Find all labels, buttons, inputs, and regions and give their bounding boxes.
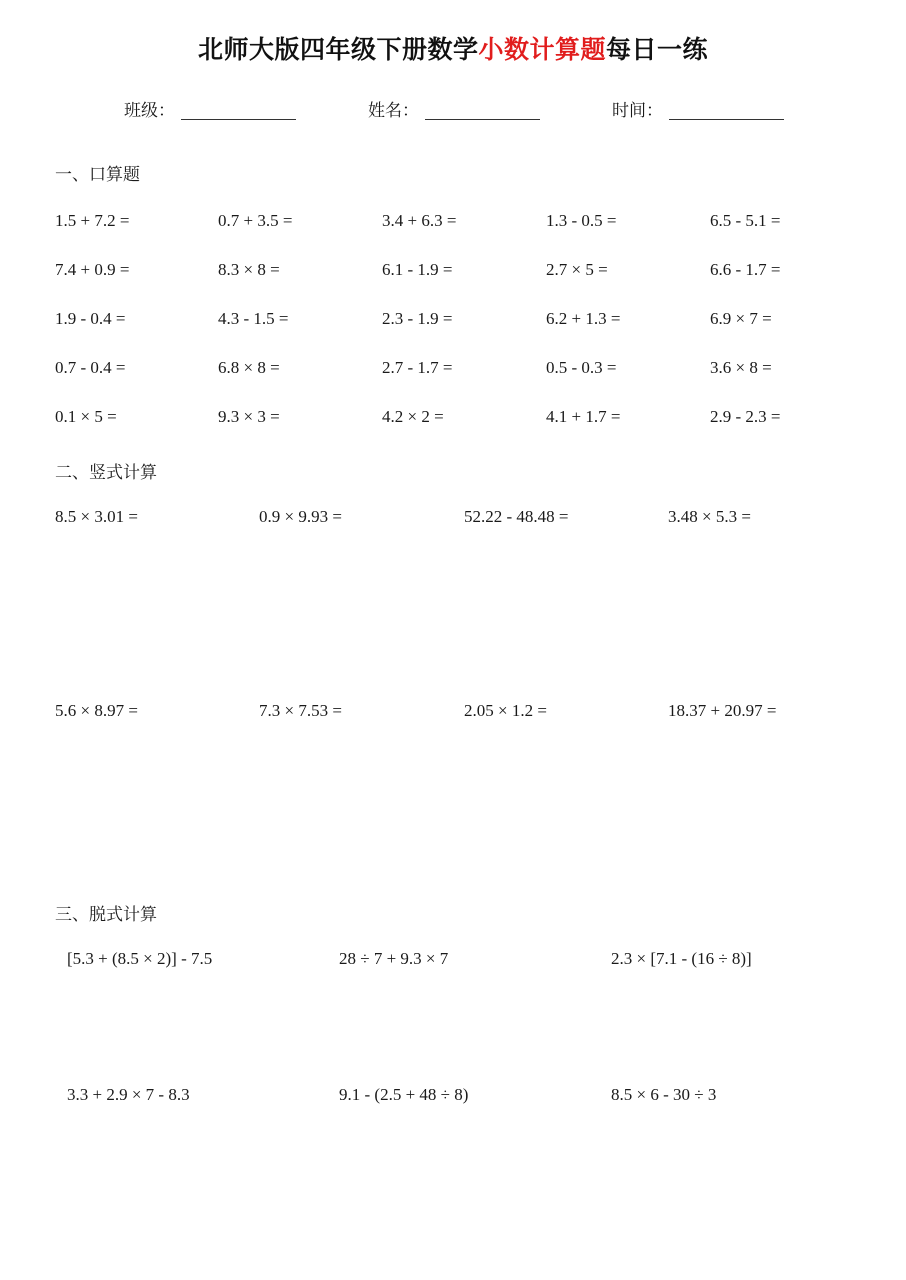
- vertical-problem: 0.9 × 9.93 =: [259, 507, 342, 526]
- oral-problem: 3.4 + 6.3 =: [382, 211, 457, 230]
- title-suffix: 每日一练: [606, 35, 709, 64]
- vertical-problem: 2.05 × 1.2 =: [464, 701, 547, 720]
- oral-problem: 9.3 × 3 =: [218, 407, 280, 426]
- oral-problem: 6.5 - 5.1 =: [710, 211, 781, 230]
- oral-problem: 1.9 - 0.4 =: [55, 309, 126, 328]
- time-blank-line: [669, 97, 784, 120]
- oral-problem: 7.4 + 0.9 =: [55, 260, 130, 279]
- vertical-section-title: 二、竖式计算: [55, 463, 157, 483]
- oral-problem: 3.6 × 8 =: [710, 358, 772, 377]
- oral-problem: 6.9 × 7 =: [710, 309, 772, 328]
- stepwise-problem: 2.3 × [7.1 - (16 ÷ 8)]: [611, 949, 752, 968]
- oral-problem: 6.1 - 1.9 =: [382, 260, 453, 279]
- vertical-problem: 7.3 × 7.53 =: [259, 701, 342, 720]
- time-field: [612, 96, 784, 121]
- class-label: 班级：: [124, 101, 175, 121]
- stepwise-problem: 28 ÷ 7 + 9.3 × 7: [339, 949, 449, 968]
- title-highlight: 小数计算题: [478, 35, 606, 64]
- stepwise-section-title: 三、脱式计算: [55, 905, 157, 925]
- oral-problem: 0.7 - 0.4 =: [55, 358, 126, 377]
- class-field: [124, 96, 296, 121]
- oral-problem: 8.3 × 8 =: [218, 260, 280, 279]
- time-label: 时间：: [612, 101, 663, 121]
- class-blank-line: [181, 97, 296, 120]
- name-label: 姓名：: [368, 101, 419, 121]
- worksheet-title: [0, 30, 906, 66]
- name-field: [368, 96, 540, 121]
- oral-problem: 2.3 - 1.9 =: [382, 309, 453, 328]
- stepwise-problem: 9.1 - (2.5 + 48 ÷ 8): [339, 1085, 469, 1104]
- oral-problem: 2.7 - 1.7 =: [382, 358, 453, 377]
- vertical-problem: 8.5 × 3.01 =: [55, 507, 138, 526]
- vertical-problem: 3.48 × 5.3 =: [668, 507, 751, 526]
- oral-problem: 0.5 - 0.3 =: [546, 358, 617, 377]
- oral-problem: 6.8 × 8 =: [218, 358, 280, 377]
- oral-problem: 1.5 + 7.2 =: [55, 211, 130, 230]
- stepwise-problem: 8.5 × 6 - 30 ÷ 3: [611, 1085, 717, 1104]
- student-info-row: [0, 96, 906, 126]
- stepwise-problem: 3.3 + 2.9 × 7 - 8.3: [67, 1085, 190, 1104]
- vertical-problem: 18.37 + 20.97 =: [668, 701, 777, 720]
- oral-problem: 0.1 × 5 =: [55, 407, 117, 426]
- oral-problem: 4.2 × 2 =: [382, 407, 444, 426]
- stepwise-problem: [5.3 + (8.5 × 2)] - 7.5: [67, 949, 213, 968]
- vertical-problem: 52.22 - 48.48 =: [464, 507, 569, 526]
- oral-problem: 1.3 - 0.5 =: [546, 211, 617, 230]
- oral-problem: 2.7 × 5 =: [546, 260, 608, 279]
- oral-problem: 2.9 - 2.3 =: [710, 407, 781, 426]
- name-blank-line: [425, 97, 540, 120]
- oral-section-title: 一、口算题: [55, 165, 140, 185]
- vertical-problem: 5.6 × 8.97 =: [55, 701, 138, 720]
- oral-problem: 6.2 + 1.3 =: [546, 309, 621, 328]
- title-prefix: 北师大版四年级下册数学: [197, 35, 479, 64]
- oral-problem: 0.7 + 3.5 =: [218, 211, 293, 230]
- oral-problem: 6.6 - 1.7 =: [710, 260, 781, 279]
- oral-problem: 4.3 - 1.5 =: [218, 309, 289, 328]
- oral-problem: 4.1 + 1.7 =: [546, 407, 621, 426]
